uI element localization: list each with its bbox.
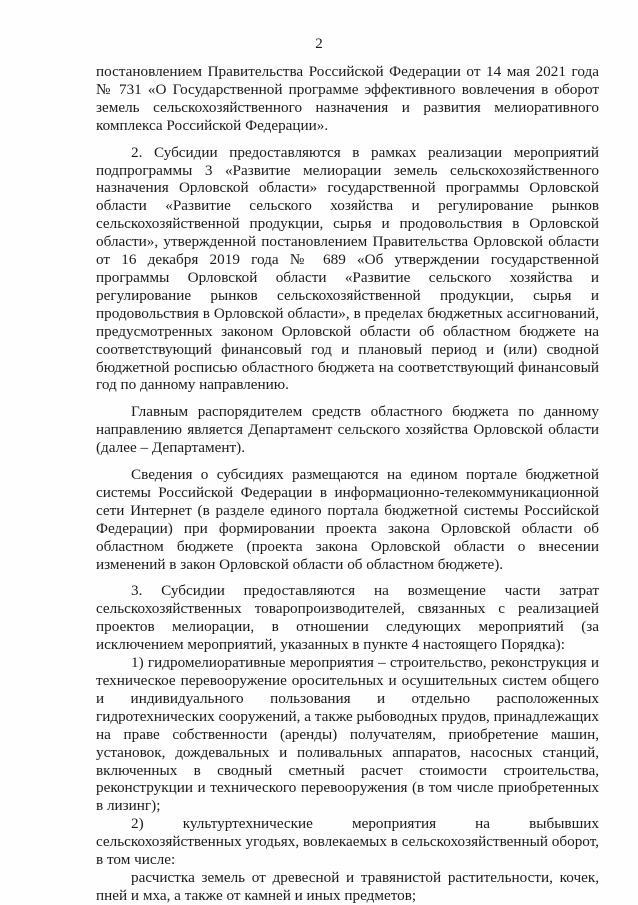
- paragraph-decree-reference: постановлением Правительства Российской Федерации от 14 мая 2021 года № 731 «О Государственной программе эффективного вовлечения в оборот земель сельскохозяйственного назначения и развития мелиоративного комплекса Российской Федерации».: [96, 63, 599, 134]
- paragraph-clause-2: 2. Субсидии предоставляются в рамках реализации мероприятий подпрограммы 3 «Развитие мелиорации земель сельскохозяйственного назначения Орловской области» государственной программы Орловской области «Развитие сельского хозяйства и регулирование рынков сельскохозяйственной продукции, сырья и продовольствия в Орловской области», утвержденной постановлением Правительства Орловской области от 16 декабря 2019 года № 689 «Об утверждении государственной программы Орловской области «Развитие сельского хозяйства и регулирование рынков сельскохозяйственной продукции, сырья и продовольствия в Орловской области», в пределах бюджетных ассигнований, предусмотренных законом Орловской области об областном бюджете на соответствующий финансовый год и плановый период и (или) сводной бюджетной росписью областного бюджета на соответствующий финансовый год по данному направлению.: [96, 143, 599, 394]
- paragraph-item-1-hydromelioration: 1) гидромелиоративные мероприятия – строительство, реконструкция и техническое перевооружение оросительных и осушительных систем общего и индивидуального пользования и отдельно расположенных гидротехнических сооружений, а также рыбоводных прудов, принадлежащих на праве собственности (аренды) получателям, приобретение машин, установок, дождевальных и поливальных аппаратов, насосных станций, включенных в сводный сметный расчет стоимости строительства, реконструкции и технического перевооружения (в том числе приобретенных в лизинг);: [96, 654, 599, 815]
- paragraph-chief-administrator: Главным распорядителем средств областного бюджета по данному направлению является Департамент сельского хозяйства Орловской области (далее – Департамент).: [96, 403, 599, 457]
- document-body: [96, 63, 599, 905]
- page-number: 2: [315, 36, 323, 52]
- paragraph-land-clearing: расчистка земель от древесной и травянистой растительности, кочек, пней и мха, а также от камней и иных предметов;: [96, 868, 599, 904]
- paragraph-item-2-cultural-technical: 2) культуртехнические мероприятия на выбывших сельскохозяйственных угодьях, вовлекаемых в сельскохозяйственный оборот, в том числе:: [96, 815, 599, 869]
- paragraph-subsidy-information: Сведения о субсидиях размещаются на едином портале бюджетной системы Российской Федерации в информационно-телекоммуникационной сети Интернет (в разделе единого портала бюджетной системы Российской Федерации) при формировании проекта закона Орловской области об областном бюджете (проекта закона Орловской области о внесении изменений в закон Орловской области об областном бюджете).: [96, 466, 599, 573]
- paragraph-clause-3: 3. Субсидии предоставляются на возмещение части затрат сельскохозяйственных товаропроизводителей, связанных с реализацией проектов мелиорации, в отношении следующих мероприятий (за исключением мероприятий, указанных в пункте 4 настоящего Порядка):: [96, 582, 599, 654]
